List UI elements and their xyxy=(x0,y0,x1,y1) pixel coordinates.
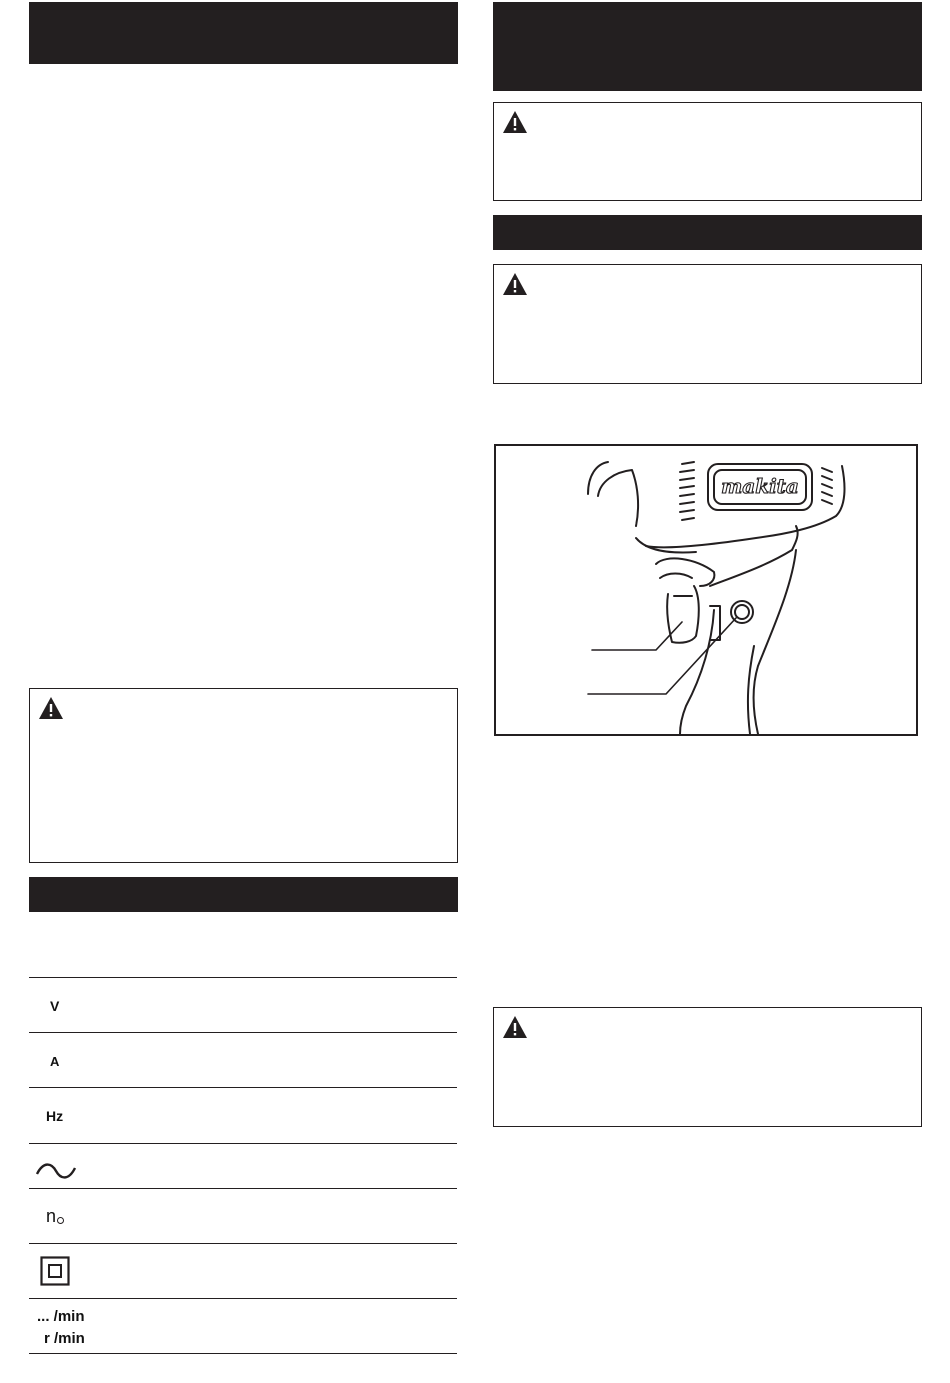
warning-box-right-1 xyxy=(493,102,922,201)
table-rule xyxy=(29,1243,457,1244)
warning-triangle-icon xyxy=(502,272,528,296)
table-rule xyxy=(29,1298,457,1299)
symbol-per-minute: ... /min xyxy=(37,1308,85,1325)
table-rule xyxy=(29,1087,457,1088)
tool-handle-drawing xyxy=(496,446,916,734)
warning-triangle-icon xyxy=(502,110,528,134)
table-rule xyxy=(29,977,457,978)
section-header-bar-right-2 xyxy=(493,215,922,250)
symbol-n-letter: n xyxy=(46,1206,57,1226)
section-header-bar-top-right xyxy=(493,2,922,91)
warning-triangle-icon xyxy=(38,696,64,720)
table-rule xyxy=(29,1188,457,1189)
section-header-bar-symbols xyxy=(29,877,458,912)
symbol-hertz: Hz xyxy=(46,1108,64,1124)
warning-box-left xyxy=(29,688,458,863)
table-rule xyxy=(29,1032,457,1033)
makita-logo-text: makita xyxy=(721,474,799,498)
symbol-amperes: A xyxy=(50,1054,60,1069)
section-header-bar-top-left xyxy=(29,2,458,64)
double-square-icon xyxy=(40,1256,70,1286)
symbol-volts: V xyxy=(50,998,60,1014)
tool-illustration-figure xyxy=(494,444,918,736)
table-rule xyxy=(29,1143,457,1144)
symbol-revolutions-per-minute: r /min xyxy=(44,1330,85,1347)
warning-box-right-2 xyxy=(493,264,922,384)
sine-wave-icon xyxy=(35,1160,77,1182)
warning-triangle-icon xyxy=(502,1015,528,1039)
subscript-zero xyxy=(57,1217,64,1224)
symbol-no-load-speed xyxy=(46,1206,64,1227)
table-rule xyxy=(29,1353,457,1354)
warning-box-right-3 xyxy=(493,1007,922,1127)
